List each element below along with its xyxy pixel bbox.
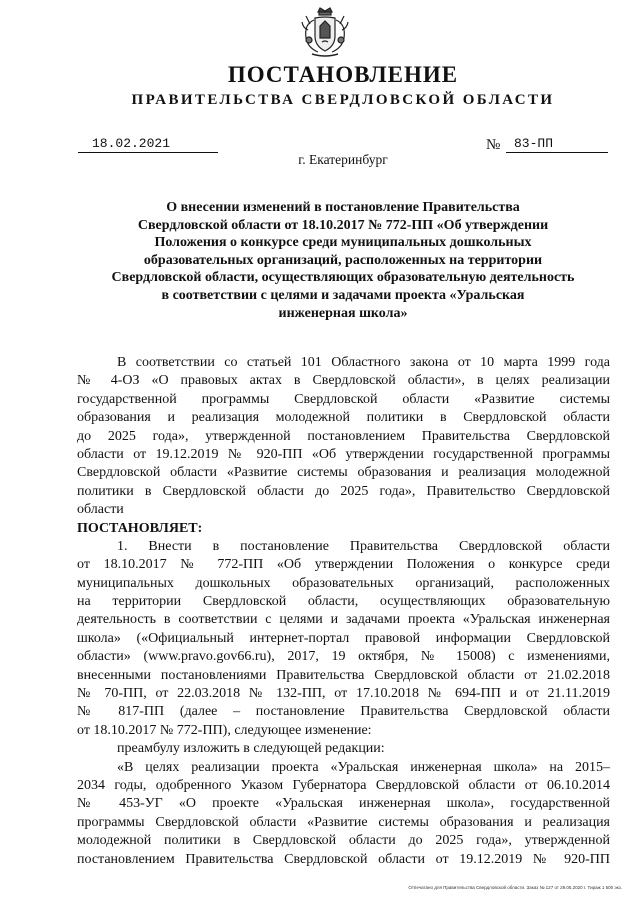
body-line: внесенными постановлениями Правительства Свердловской области от 21.02.2018 xyxy=(77,667,610,683)
heading-line: Свердловской области, осуществляющих образовательную деятельность xyxy=(111,270,575,286)
date-field xyxy=(78,136,218,153)
body-line: муниципальных дошкольных образовательных организаций, расположенных xyxy=(77,575,610,591)
document-title: ПОСТАНОВЛЕНИЕ xyxy=(227,62,459,87)
body-line: школа» («Официальный интернет-портал правовой информации Свердловской xyxy=(77,630,610,646)
document-body xyxy=(77,354,610,869)
body-line: В соответствии со статьей 101 Областного закона от 10 марта 1999 года xyxy=(117,355,610,370)
resolution-keyword: ПОСТАНОВЛЯЕТ: xyxy=(77,520,203,536)
body-line: деятельность в соответствии с целями и задачами проекта «Уральская инженерная xyxy=(77,612,610,628)
body-line: до 2025 года», утвержденной постановлением Правительства Свердловской xyxy=(77,428,610,444)
body-line: № 4-ОЗ «О правовых актах в Свердловской области», в целях реализации xyxy=(77,373,610,389)
number-value: 83-ПП xyxy=(514,136,554,151)
date-value: 18.02.2021 xyxy=(92,136,171,151)
body-line: области» (www.pravo.gov66.ru), 2017, 19 октября, № 15008) с изменениями, xyxy=(77,649,610,665)
body-line: № 453-УГ «О проекте «Уральская инженерная школа», государственной xyxy=(77,796,610,812)
body-line: преамбулу изложить в следующей редакции: xyxy=(117,741,385,757)
print-note: Отпечатано для Правительства Свердловской области. Заказ № 127 от 29.05.2020 г. Тираж 1 500 экз. xyxy=(408,885,622,890)
body-line: от 18.10.2017 № 772-ПП), следующее изменение: xyxy=(77,722,372,738)
heading-line: Свердловской области от 18.10.2017 № 772-ПП «Об утверждении xyxy=(137,217,549,233)
document-heading xyxy=(100,199,586,322)
body-line: № 817-ПП (далее – постановление Правительства Свердловской области xyxy=(77,704,610,720)
body-line: 2034 годы, одобренного Указом Губернатора Свердловской области от 06.10.2014 xyxy=(77,777,610,793)
body-line: образования и реализация молодежной политики в Свердловской области xyxy=(77,410,610,426)
number-field xyxy=(506,136,608,153)
body-line: № 70-ПП, от 22.03.2018 № 132-ПП, от 17.10.2018 № 694-ПП и от 21.11.2019 xyxy=(77,686,610,702)
document-subtitle: ПРАВИТЕЛЬСТВА СВЕРДЛОВСКОЙ ОБЛАСТИ xyxy=(131,92,555,108)
number-label: № xyxy=(486,137,501,153)
body-line: государственной программы Свердловской области «Развитие системы xyxy=(77,391,610,407)
body-line: молодежной политики в Свердловской области до 2025 года», утвержденной xyxy=(77,833,610,849)
body-line: программы Свердловской области «Развитие системы образования и реализация xyxy=(77,814,610,830)
heading-line: в соответствии с целями и задачами проекта «Уральская xyxy=(161,287,525,303)
body-line: 1. Внести в постановление Правительства Свердловской области xyxy=(117,538,610,554)
body-line: постановлением Правительства Свердловской области от 19.12.2019 № 920-ПП xyxy=(77,851,610,867)
body-line: от 18.10.2017 № 772-ПП «Об утверждении Положения о конкурсе среди xyxy=(77,557,610,573)
body-line: политики в Свердловской области до 2025 года», Правительство Свердловской xyxy=(77,483,610,499)
heading-line: образовательных организаций, расположенных на территории xyxy=(143,252,543,268)
heading-line: инженерная школа» xyxy=(278,305,408,321)
body-line: области от 19.12.2019 № 920-ПП «Об утверждении государственной программы xyxy=(77,446,610,462)
coat-of-arms-icon xyxy=(300,6,350,58)
body-line: «В целях реализации проекта «Уральская инженерная школа» на 2015– xyxy=(117,759,610,775)
body-line: на территории Свердловской области, осуществляющих образовательную xyxy=(77,594,610,610)
heading-line: О внесении изменений в постановление Правительства xyxy=(166,200,520,215)
heading-line: Положения о конкурсе среди муниципальных дошкольных xyxy=(154,235,532,251)
body-line: области xyxy=(77,502,124,518)
city-label: г. Екатеринбург xyxy=(298,152,388,167)
body-line: Свердловской области «Развитие системы образования и реализация молодежной xyxy=(77,465,610,481)
